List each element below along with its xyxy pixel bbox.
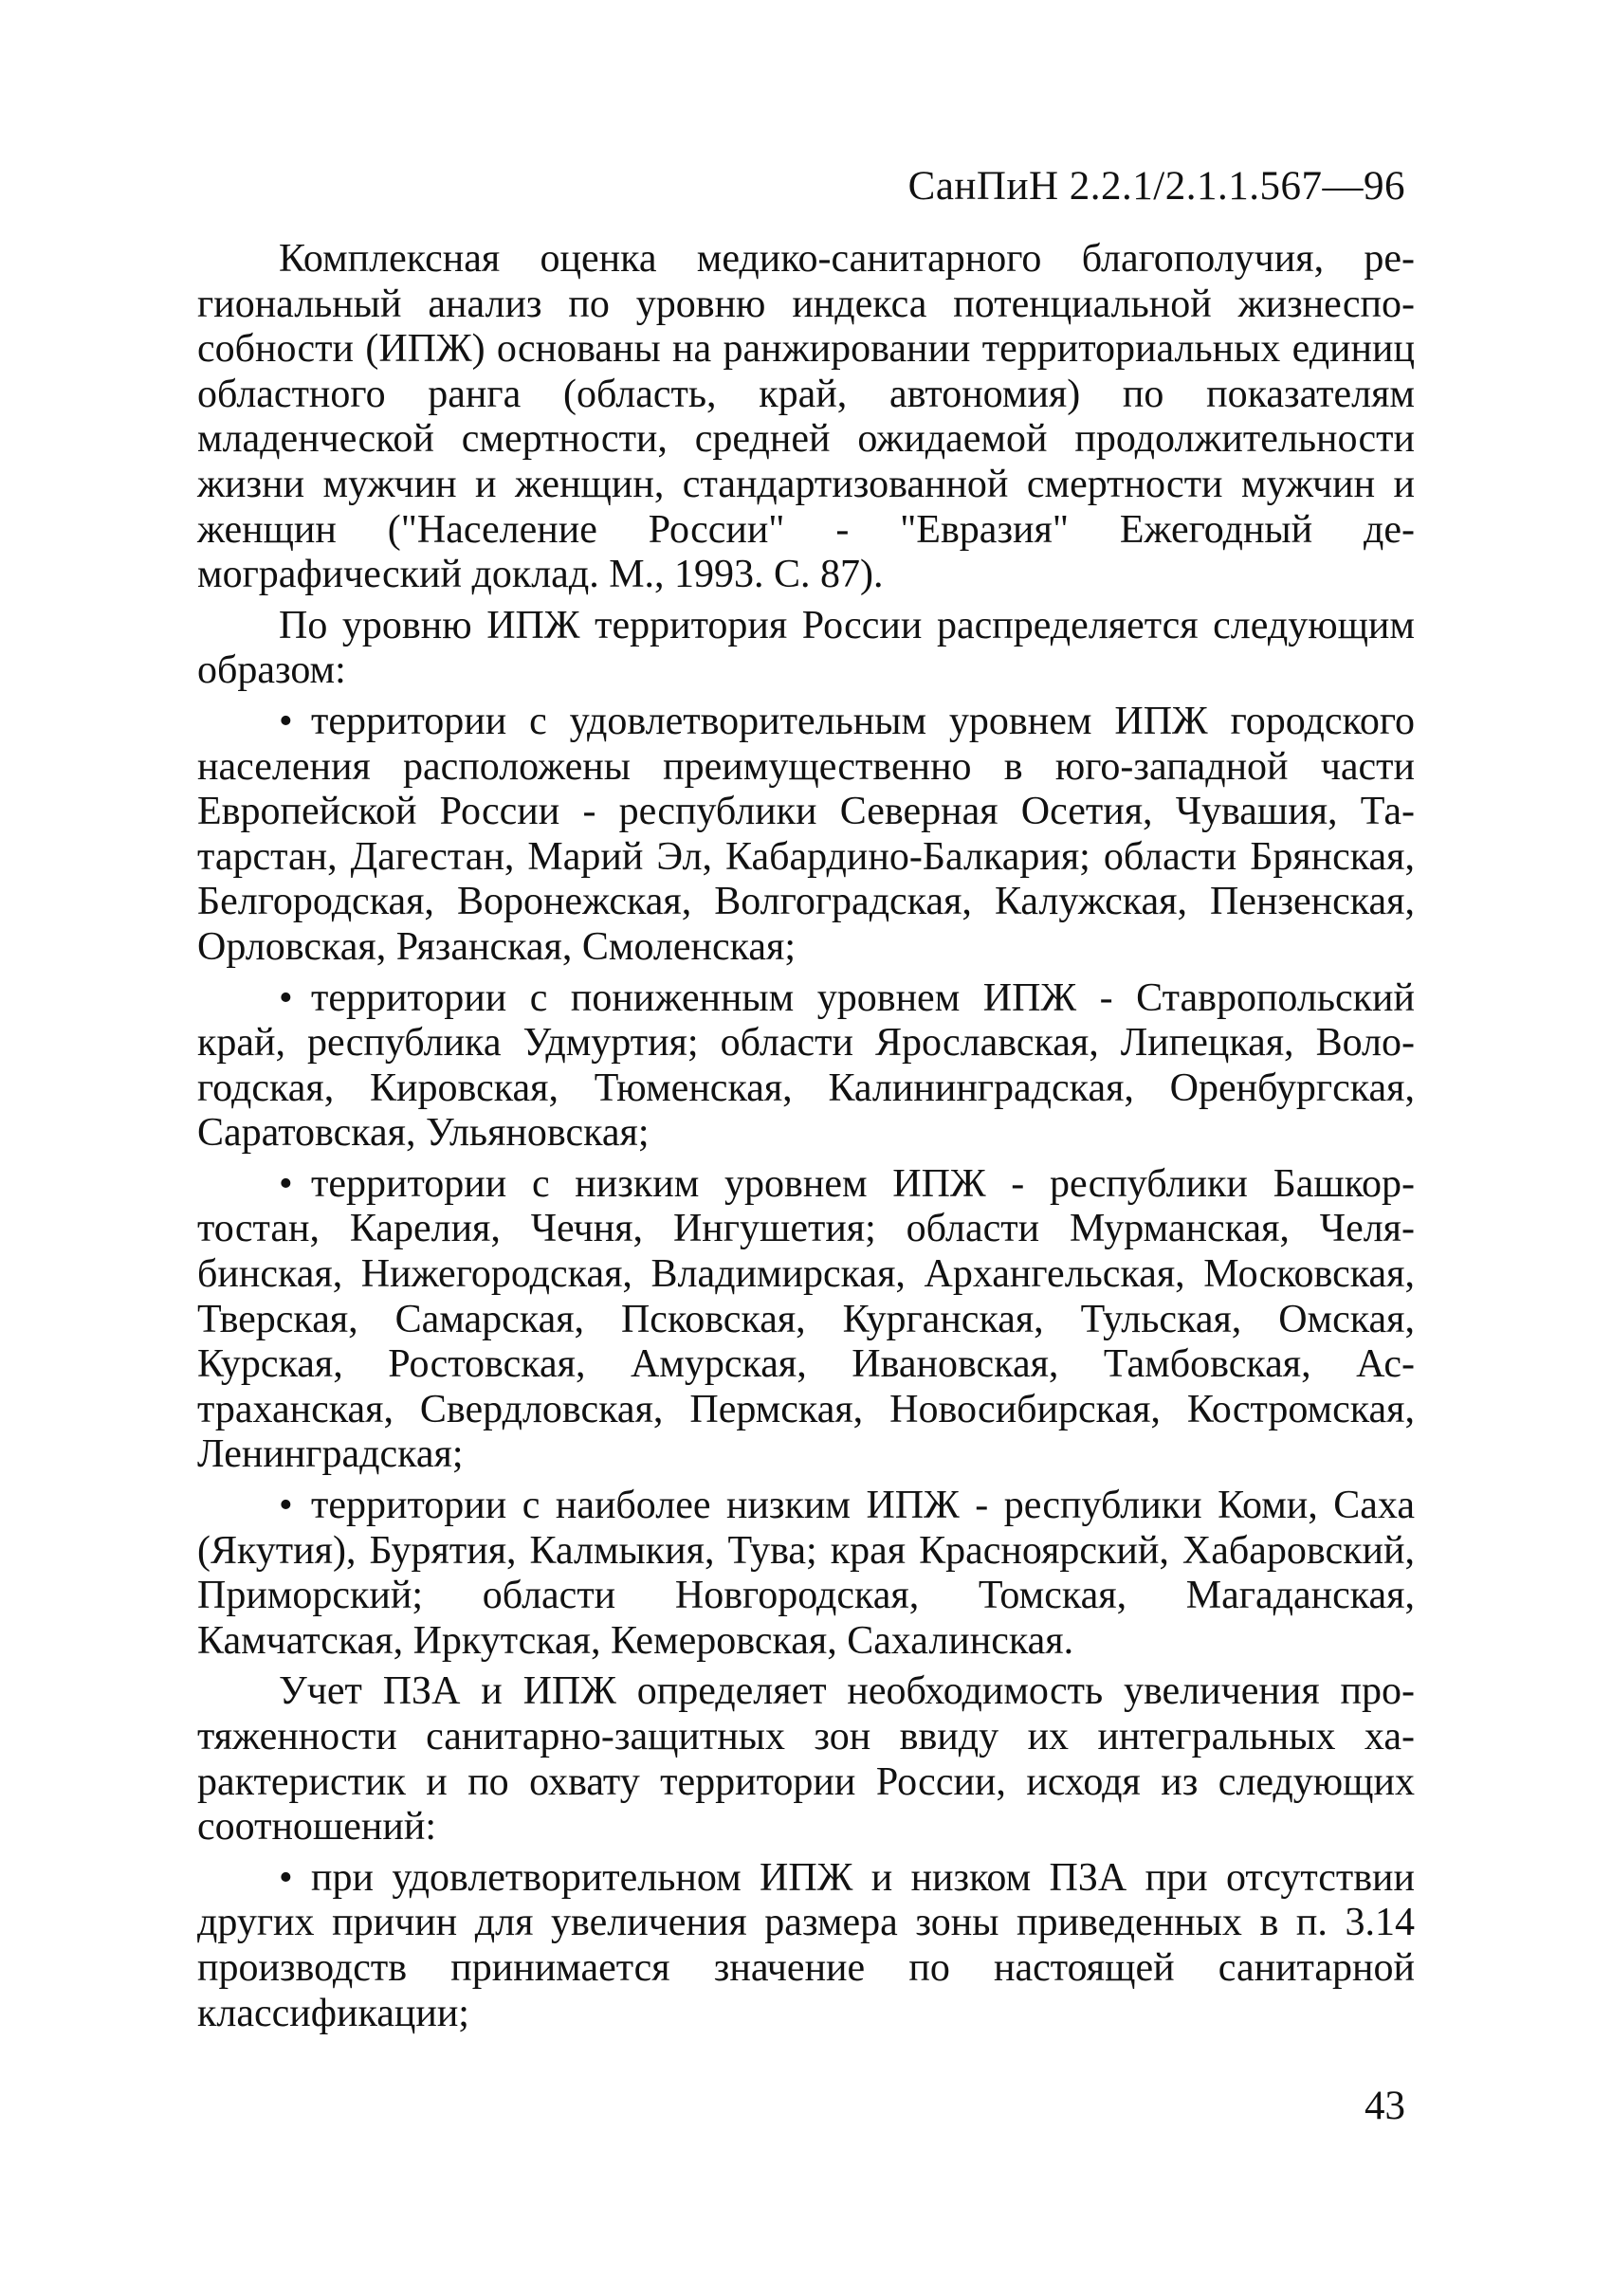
- bullet-text: территории с удовлетворительным уровнем ИПЖ городского населения расположены преимущественно в юго-западной части Европейской России - республики Северная Осетия, Чувашия, Татарстан, Дагестан, Марий Эл, Кабардино-Балкария; области Брянская, Белгородская, Воронежская, Волгоградская, Калужская, Пензенская, Орловская, Рязанская, Смоленская;: [197, 699, 1415, 969]
- bullet-item-low: [197, 1162, 1415, 1478]
- bullet-item-satisfactory-low-pza: [197, 1856, 1415, 2036]
- bullet-dot-icon: •: [279, 1484, 293, 1528]
- document-body: [197, 237, 1415, 2042]
- paragraph-distribution-intro: [197, 604, 1415, 694]
- bullet-item-satisfactory: [197, 700, 1415, 971]
- bullet-text: территории с низким уровнем ИПЖ - республики Башкортостан, Карелия, Чечня, Ингушетия; области Мурманская, Челябинская, Нижегородская, Владимирская, Архангельская, Московская, Тверская, Самарская, Псковская, Курганская, Тульская, Омская, Курская, Ростовская, Амурская, Ивановская, Тамбовская, Астраханская, Свердловская, Пермская, Новосибирская, Костромская, Ленинградская;: [197, 1161, 1415, 1477]
- paragraph-text: По уровню ИПЖ территория России распределяется следующим образом:: [197, 603, 1415, 693]
- bullet-dot-icon: •: [279, 1855, 293, 1900]
- document-code-header: СанПиН 2.2.1/2.1.1.567—96: [907, 164, 1405, 209]
- bullet-text: при удовлетворительном ИПЖ и низком ПЗА при отсутствии других причин для увеличения размера зоны приведенных в п. 3.14 производств принимается значение по настоящей санитарной классификации;: [197, 1855, 1415, 2035]
- bullet-item-reduced: [197, 976, 1415, 1157]
- bullet-dot-icon: •: [279, 699, 293, 743]
- page-number: 43: [1365, 2084, 1405, 2128]
- bullet-item-lowest: [197, 1484, 1415, 1664]
- paragraph-zone-consideration: [197, 1669, 1415, 1850]
- paragraph-text: Учет ПЗА и ИПЖ определяет необходимость увеличения протяженности санитарно-защитных зон ввиду их интегральных характеристик и по охвату территории России, исходя из следующих соотношений:: [197, 1669, 1415, 1850]
- bullet-dot-icon: •: [279, 1161, 293, 1206]
- bullet-text: территории с пониженным уровнем ИПЖ - Ставропольский край, республика Удмуртия; области Ярославская, Липецкая, Вологодская, Кировская, Тюменская, Калининградская, Оренбургская, Саратовская, Ульяновская;: [197, 975, 1415, 1156]
- paragraph-text: Комплексная оценка медико-санитарного благополучия, региональный анализ по уровню индекса потенциальной жизнеспособности (ИПЖ) основаны на ранжировании территориальных единиц областного ранга (область, край, автономия) по показателям младенческой смертности, средней ожидаемой продолжительности жизни мужчин и женщин, стандартизованной смертности мужчин и женщин ("Население России" - "Евразия" Ежегодный демографический доклад. М., 1993. С. 87).: [197, 237, 1415, 597]
- paragraph-assessment-intro: [197, 237, 1415, 598]
- bullet-text: территории с наиболее низким ИПЖ - республики Коми, Саха (Якутия), Бурятия, Калмыкия, Тува; края Красноярский, Хабаровский, Приморский; области Новгородская, Томская, Магаданская, Камчатская, Иркутская, Кемеровская, Сахалинская.: [197, 1484, 1415, 1663]
- bullet-dot-icon: •: [279, 975, 293, 1020]
